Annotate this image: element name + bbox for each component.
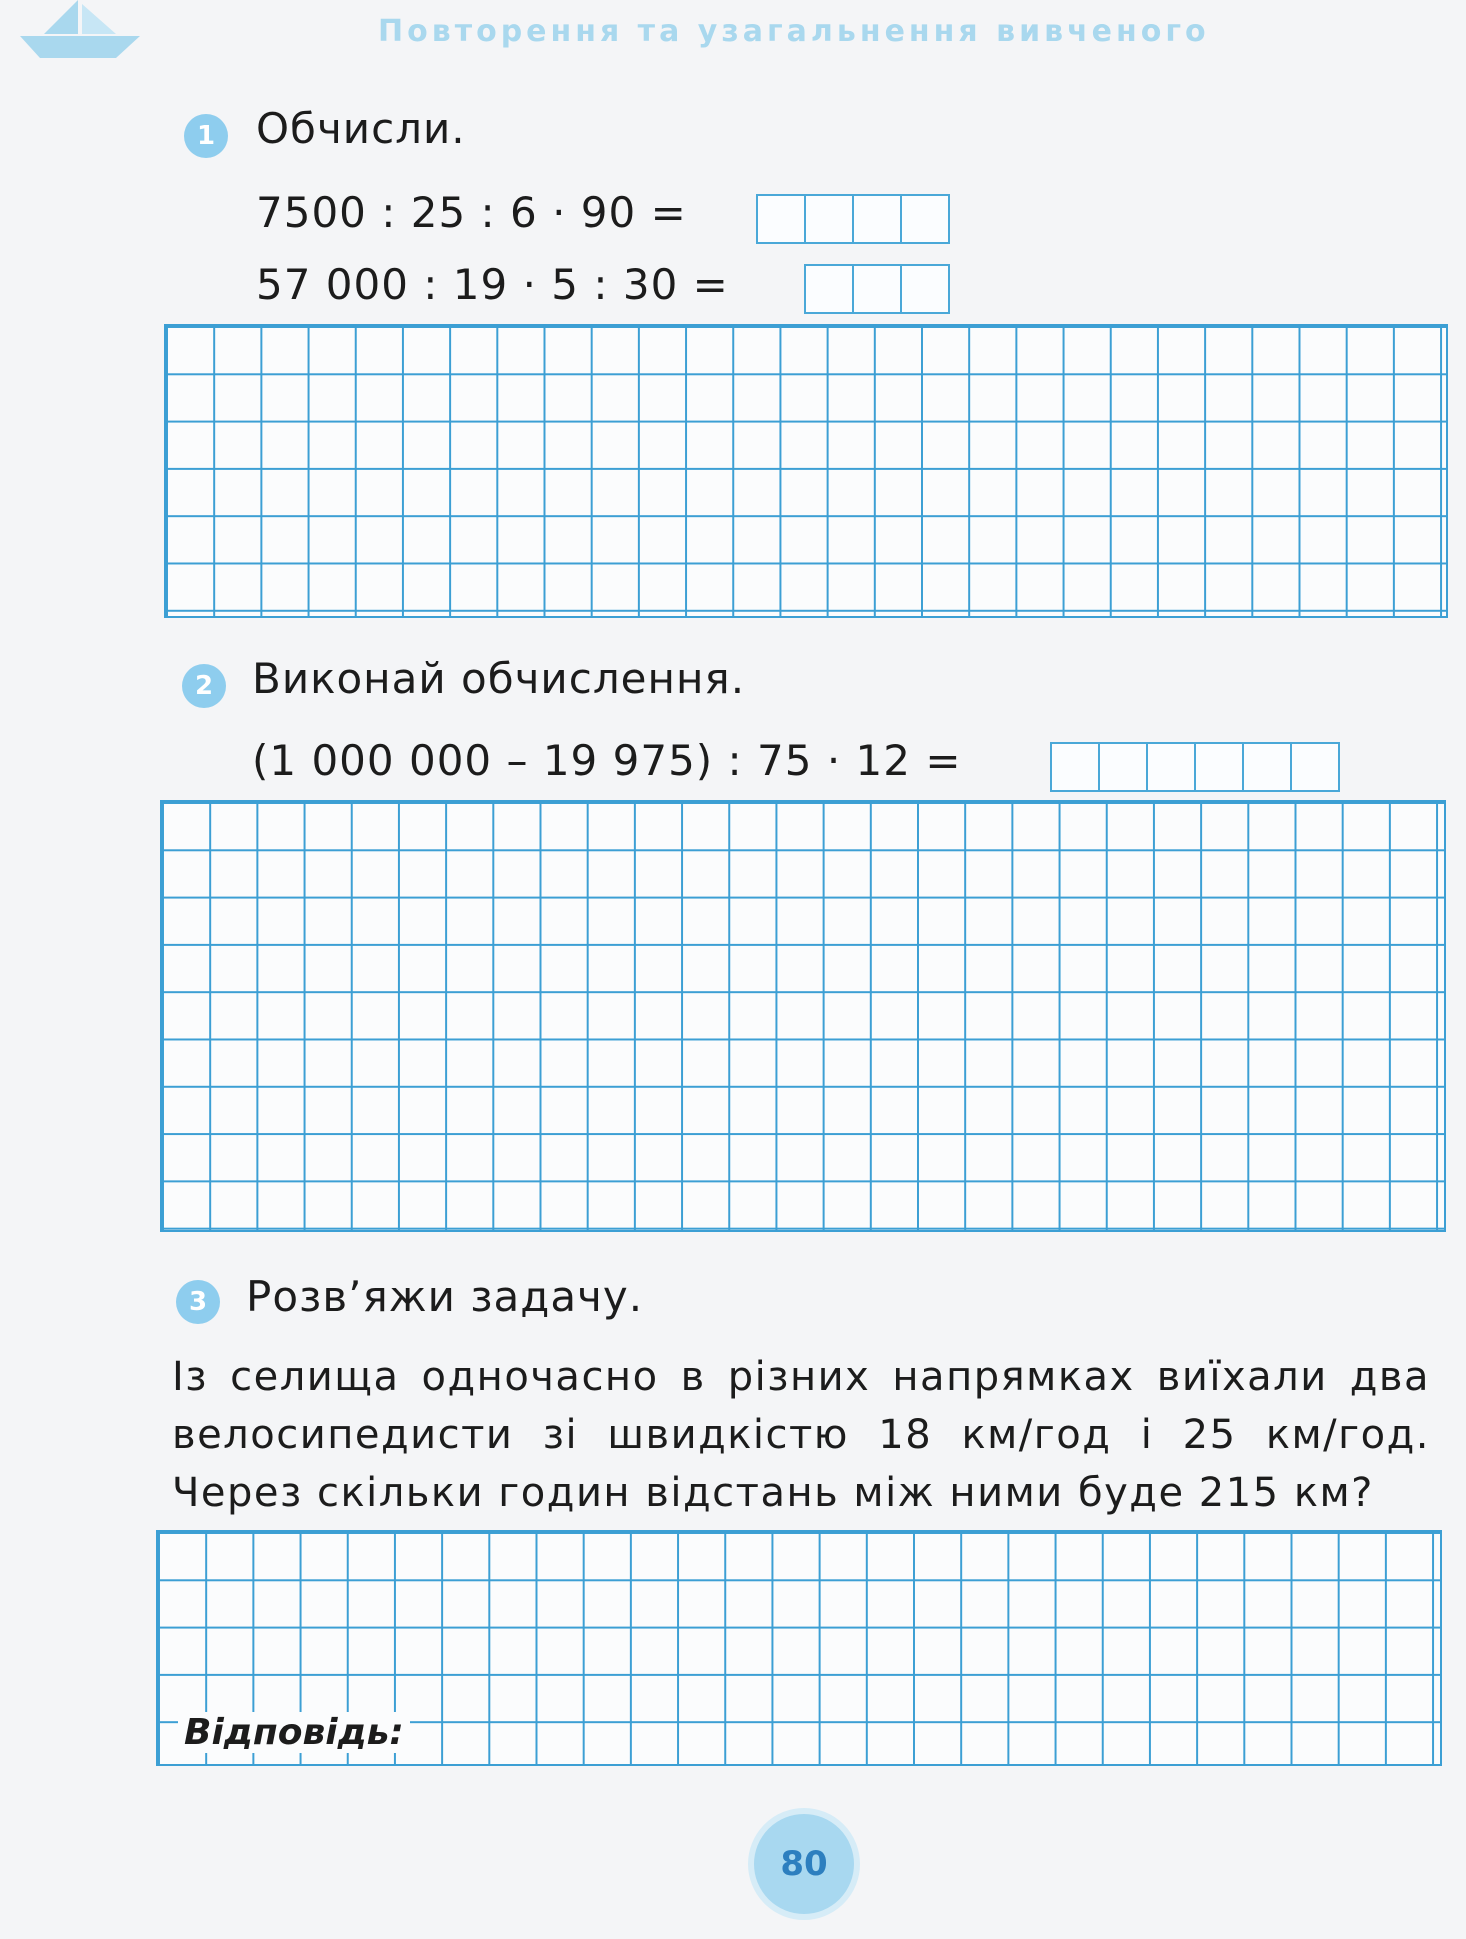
task-2-heading: Виконай обчислення. [252,654,746,703]
answer-label: Відповідь: [178,1712,410,1753]
task-1-answer-box-1[interactable] [756,194,950,244]
task-1-answer-box-2[interactable] [804,264,950,314]
page-number-badge: 80 [748,1808,860,1920]
task-3-problem-text: Із селища одночасно в різних напрямках виїхали два велосипедисти зі швидкістю 18 км/год і 25 км/год. Через скільки годин відстань між ними буде 215 км? [172,1354,1430,1516]
task-2-expression: (1 000 000 – 19 975) : 75 · 12 = [252,736,962,785]
task-2-grid-workspace[interactable] [160,800,1446,1232]
task-1-grid-workspace[interactable] [164,324,1448,618]
task-3-heading: Розв’яжи задачу. [246,1272,644,1321]
task-3-badge: 3 [176,1280,220,1324]
page-header-title: Повторення та узагальнення вивченого [378,14,1210,49]
task-1-expression-1: 7500 : 25 : 6 · 90 = [256,188,687,237]
task-1-expression-2: 57 000 : 19 · 5 : 30 = [256,260,729,309]
task-2-answer-box[interactable] [1050,742,1340,792]
task-1-heading: Обчисли. [256,104,466,153]
task-1-badge: 1 [184,114,228,158]
boat-logo-icon [20,0,140,66]
task-2-badge: 2 [182,664,226,708]
